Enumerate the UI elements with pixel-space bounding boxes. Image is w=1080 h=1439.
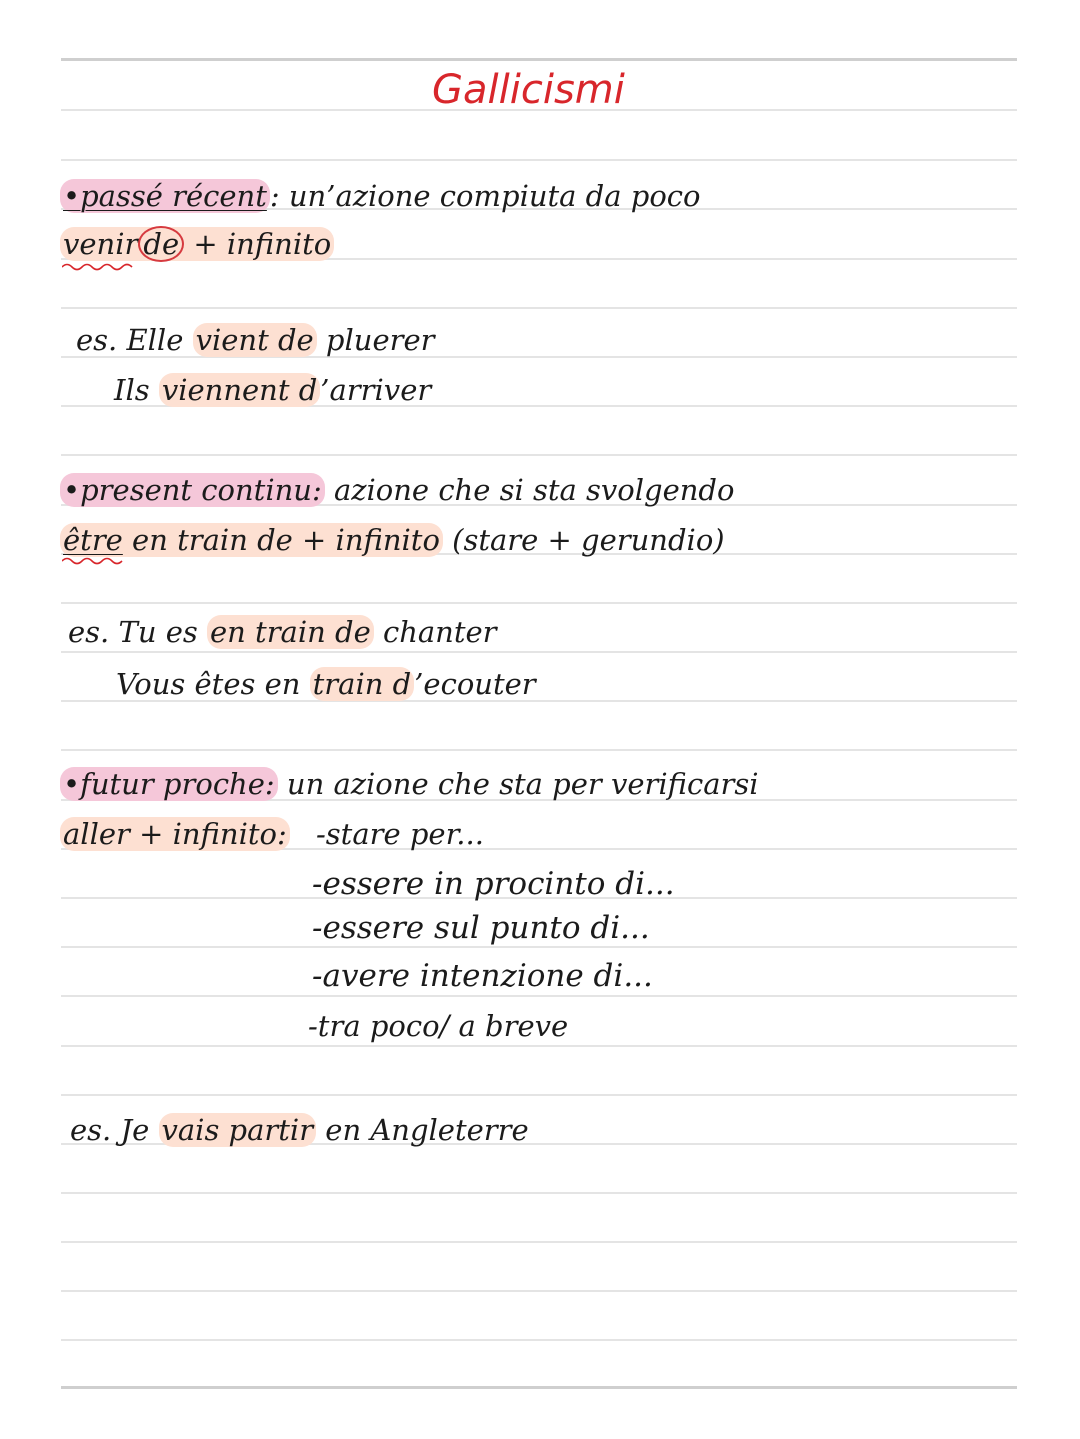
example-prefix: es. Elle	[76, 323, 193, 357]
present-continu-formula	[60, 522, 725, 558]
present-continu-example-2	[116, 666, 536, 702]
example-rest: chanter	[373, 615, 497, 649]
present-continu-example-1	[68, 614, 497, 650]
ruled-line	[61, 749, 1017, 751]
example-rest: ’ecouter	[414, 667, 536, 701]
present-continu-term: •present continu:	[60, 473, 325, 507]
ruled-line	[61, 995, 1017, 997]
futur-proche-definition: un azione che sta per verificarsi	[277, 767, 759, 801]
ruled-line	[61, 1290, 1017, 1292]
present-continu-formula-highlight	[60, 523, 443, 557]
ruled-line	[61, 454, 1017, 456]
ruled-line-bottom	[61, 1386, 1017, 1389]
ruled-line	[61, 307, 1017, 309]
futur-proche-formula	[60, 816, 290, 852]
passe-recent-colon: :	[269, 179, 280, 213]
example-prefix: Vous êtes en	[116, 667, 310, 701]
example-prefix: es. Je	[70, 1113, 159, 1147]
passe-recent-example-2	[114, 372, 431, 408]
present-continu-formula-note: (stare + gerundio)	[442, 523, 725, 557]
futur-proche-formula-highlight: aller + infinito:	[60, 817, 290, 851]
passe-recent-term: •passé récent	[60, 179, 270, 213]
example-highlight: vient de	[193, 323, 317, 357]
futur-proche-example	[70, 1112, 529, 1148]
page-title: Gallicismi	[432, 67, 625, 113]
passe-recent-formula-verb: venir	[63, 227, 139, 261]
example-rest: en Angleterre	[316, 1113, 529, 1147]
ruled-line	[61, 159, 1017, 161]
passe-recent-formula	[60, 226, 334, 262]
passe-recent-formula-rest: + infinito	[193, 227, 332, 261]
futur-proche-meaning-2: -essere in procinto di...	[312, 866, 675, 902]
example-prefix: Ils	[114, 373, 159, 407]
ruled-line	[61, 1192, 1017, 1194]
ruled-line-top	[61, 58, 1017, 61]
futur-proche-meaning-4: -avere intenzione di...	[312, 958, 653, 994]
present-continu-heading	[60, 472, 734, 508]
ruled-line	[61, 1045, 1017, 1047]
futur-proche-term: •futur proche:	[60, 767, 278, 801]
passe-recent-formula-highlight	[60, 227, 334, 261]
squiggle-underline-etre	[62, 556, 126, 566]
example-prefix: es. Tu es	[68, 615, 207, 649]
squiggle-underline-venir	[62, 262, 142, 272]
example-rest: ’arriver	[320, 373, 432, 407]
example-rest: pluerer	[316, 323, 435, 357]
ruled-line	[61, 602, 1017, 604]
passe-recent-definition: un’azione compiuta da poco	[279, 179, 701, 213]
ruled-line	[61, 651, 1017, 653]
passe-recent-heading	[60, 178, 700, 214]
present-continu-formula-rest: en train de + infinito	[122, 523, 440, 557]
futur-proche-meaning-5: -tra poco/ a breve	[308, 1009, 569, 1043]
example-highlight: train d	[310, 667, 415, 701]
futur-proche-meaning-3: -essere sul punto di...	[312, 910, 650, 946]
example-highlight: en train de	[207, 615, 374, 649]
ruled-line	[61, 1094, 1017, 1096]
ruled-line	[61, 946, 1017, 948]
ruled-line	[61, 1339, 1017, 1341]
futur-proche-heading	[60, 766, 759, 802]
ruled-line	[61, 1241, 1017, 1243]
example-highlight: viennent d	[159, 373, 320, 407]
example-highlight: vais partir	[159, 1113, 317, 1147]
passe-recent-example-1	[76, 322, 435, 358]
present-continu-formula-verb: être	[63, 523, 123, 557]
futur-proche-meaning-1: -stare per...	[316, 817, 484, 851]
present-continu-definition: azione che si sta svolgendo	[324, 473, 735, 507]
passe-recent-formula-prep: de	[138, 226, 184, 262]
